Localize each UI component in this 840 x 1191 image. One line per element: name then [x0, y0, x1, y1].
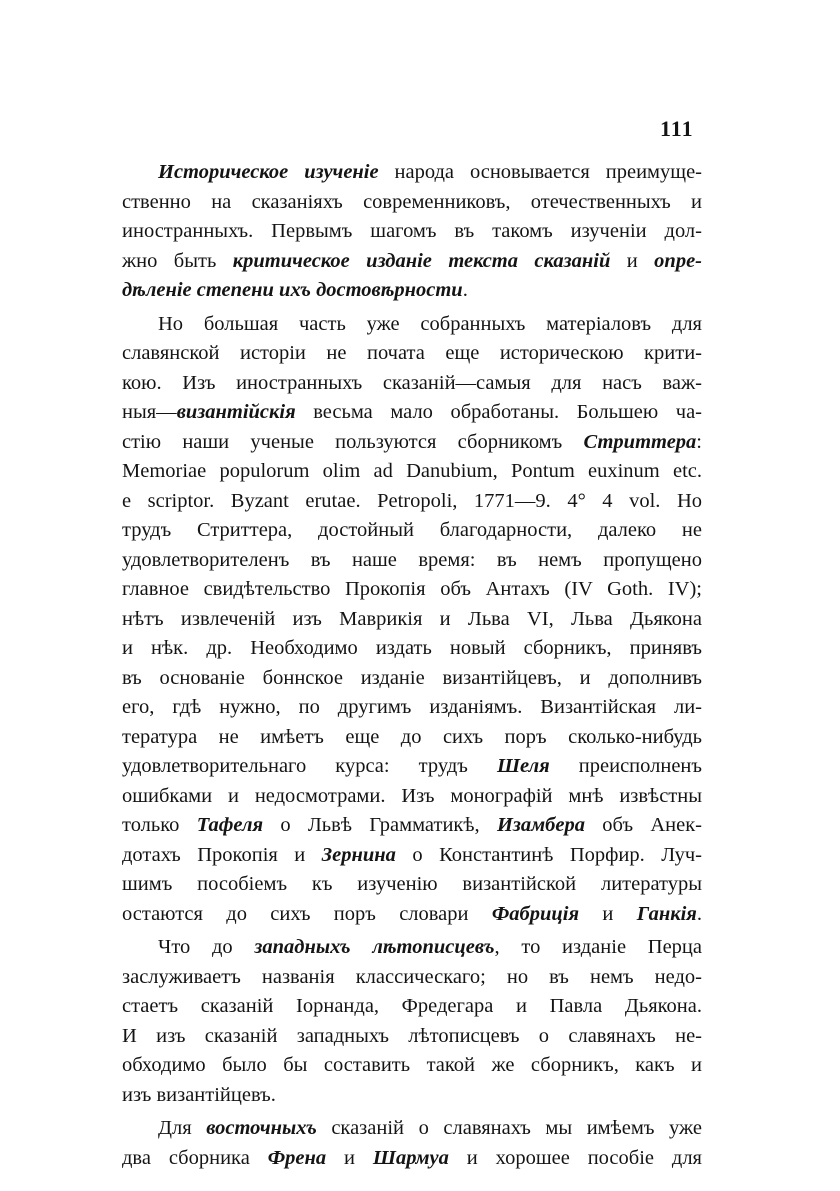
- text-run: e scriptor. Byzant erutae. Petropoli, 1771—9. 4° 4 vol. Но: [122, 489, 702, 512]
- text-run: .: [462, 279, 468, 301]
- text-line: [122, 276, 702, 306]
- emphasized-text: Френа: [267, 1146, 327, 1169]
- text-run: славянской исторіи не почата еще историческою крити-: [122, 342, 702, 364]
- text-run: народа основывается преимуще-: [378, 161, 702, 183]
- text-run: стаетъ сказаній Іорнанда, Фредегара и Павла Дьякона.: [122, 995, 702, 1017]
- text-run: о Константинѣ Порфир. Луч-: [395, 843, 703, 866]
- paragraph: [122, 1114, 702, 1173]
- emphasized-text: Изамбера: [496, 814, 586, 836]
- emphasized-text: византійскія: [176, 401, 296, 423]
- text-run: его, гдѣ нужно, по другимъ изданіямъ. Византійская ли-: [122, 696, 702, 718]
- text-run: преисполненъ: [549, 755, 702, 777]
- text-run: Но большая часть уже собранныхъ матеріаловъ для: [158, 312, 702, 335]
- text-line: [122, 811, 702, 841]
- page-number: 111: [660, 116, 694, 141]
- paragraph: [122, 933, 702, 1110]
- text-line: [122, 398, 702, 428]
- text-line: [122, 546, 702, 576]
- text-run: удовлетворительнаго курса: трудъ: [122, 755, 497, 777]
- text-run: трудъ Стриттера, достойный благодарности, далеко не: [122, 519, 702, 541]
- text-line: [122, 339, 702, 369]
- text-run: и: [579, 902, 637, 925]
- text-line: [122, 1144, 702, 1174]
- text-run: въ основаніе боннское изданіе византійцевъ, и дополнивъ: [122, 666, 702, 689]
- text-line: [122, 605, 702, 635]
- text-run: тература не имѣетъ еще до сихъ поръ сколько-нибудь: [122, 725, 702, 748]
- text-run: только: [122, 814, 197, 836]
- text-run: дотахъ Прокопія и: [122, 843, 322, 866]
- emphasized-text: Стриттера: [583, 430, 697, 453]
- text-run: кою. Изъ иностранныхъ сказаній—самыя для насъ важ-: [122, 371, 702, 394]
- text-run: сказаній о славянахъ мы имѣемъ уже: [316, 1117, 702, 1139]
- text-line: [122, 723, 702, 753]
- text-run: два сборника: [122, 1146, 268, 1169]
- text-run: шимъ пособіемъ къ изученію византійской литературы: [122, 873, 702, 895]
- text-line: [122, 428, 702, 458]
- text-line: [122, 900, 702, 930]
- emphasized-text: Ганкія: [636, 902, 697, 925]
- text-run: весьма мало обработаны. Большею ча-: [295, 401, 702, 423]
- text-line: [122, 963, 702, 993]
- text-line: [122, 1022, 702, 1052]
- text-line: [122, 188, 702, 218]
- text-run: ошибками и недосмотрами. Изъ монографій мнѣ извѣстны: [122, 784, 702, 807]
- text-line: [122, 752, 702, 782]
- text-run: иностранныхъ. Первымъ шагомъ въ такомъ изученіи дол-: [122, 220, 702, 242]
- text-line: [122, 782, 702, 812]
- emphasized-text: Зернина: [321, 843, 396, 866]
- text-run: Memoriae populorum olim ad Danubium, Pontum euxinum etc.: [122, 460, 702, 482]
- emphasized-text: опре-: [654, 249, 702, 272]
- emphasized-text: Шеля: [496, 755, 550, 777]
- paragraph: [122, 310, 702, 930]
- text-line: [122, 158, 702, 188]
- text-run: заслуживаетъ названія классическаго; но въ немъ недо-: [122, 965, 702, 988]
- text-run: Что до: [158, 936, 255, 958]
- text-run: обходимо было бы составить такой же сборникъ, какъ и: [122, 1054, 702, 1076]
- text-run: и: [610, 249, 655, 272]
- emphasized-text: восточныхъ: [206, 1117, 317, 1139]
- text-run: жно быть: [122, 249, 233, 272]
- text-run: нѣтъ извлеченій изъ Маврикія и Льва VI, Льва Дьякона: [122, 607, 702, 630]
- text-line: [122, 664, 702, 694]
- emphasized-text: критическое изданіе текста сказаній: [232, 249, 611, 272]
- text-line: [122, 369, 702, 399]
- text-run: объ Анек-: [585, 814, 702, 836]
- text-line: [122, 516, 702, 546]
- text-line: [122, 217, 702, 247]
- text-run: изъ византійцевъ.: [122, 1083, 276, 1106]
- text-run: остаются до сихъ поръ словари: [122, 902, 492, 925]
- text-line: [122, 1051, 702, 1081]
- text-run: главное свидѣтельство Прокопія объ Антахъ (IV Goth. IV);: [122, 578, 702, 600]
- text-line: [122, 933, 702, 963]
- emphasized-text: дѣленіе степени ихъ достовѣрности: [122, 279, 463, 301]
- text-line: [122, 841, 702, 871]
- emphasized-text: Фабриція: [491, 902, 580, 925]
- text-line: [122, 575, 702, 605]
- text-line: [122, 487, 702, 517]
- text-line: [122, 870, 702, 900]
- text-run: и нѣк. др. Необходимо издать новый сборникъ, принявъ: [122, 637, 702, 659]
- emphasized-text: Историческое изученіе: [158, 161, 379, 183]
- text-line: [122, 247, 702, 277]
- text-run: , то изданіе Перца: [494, 936, 702, 958]
- emphasized-text: западныхъ лѣтописцевъ: [254, 936, 495, 958]
- body-text: [122, 158, 702, 1173]
- text-run: И изъ сказаній западныхъ лѣтописцевъ о славянахъ не-: [122, 1024, 702, 1047]
- text-run: и: [326, 1146, 373, 1169]
- text-run: и хорошее пособіе для: [448, 1146, 702, 1169]
- text-line: [122, 634, 702, 664]
- text-line: [122, 310, 702, 340]
- text-run: .: [696, 902, 702, 925]
- text-run: о Львѣ Грамматикѣ,: [263, 814, 497, 836]
- paragraph: [122, 158, 702, 306]
- text-run: стію наши ученые пользуются сборникомъ: [122, 430, 584, 453]
- text-run: удовлетворителенъ въ наше время: въ немъ пропущено: [122, 548, 702, 571]
- text-line: [122, 992, 702, 1022]
- text-line: [122, 693, 702, 723]
- text-run: ственно на сказаніяхъ современниковъ, отечественныхъ и: [122, 190, 702, 213]
- emphasized-text: Шармуа: [372, 1146, 449, 1169]
- emphasized-text: Тафеля: [196, 814, 264, 836]
- text-line: [122, 457, 702, 487]
- text-run: ныя—: [122, 401, 177, 423]
- text-run: :: [696, 430, 702, 453]
- text-line: [122, 1081, 702, 1111]
- text-run: Для: [158, 1117, 207, 1139]
- text-line: [122, 1114, 702, 1144]
